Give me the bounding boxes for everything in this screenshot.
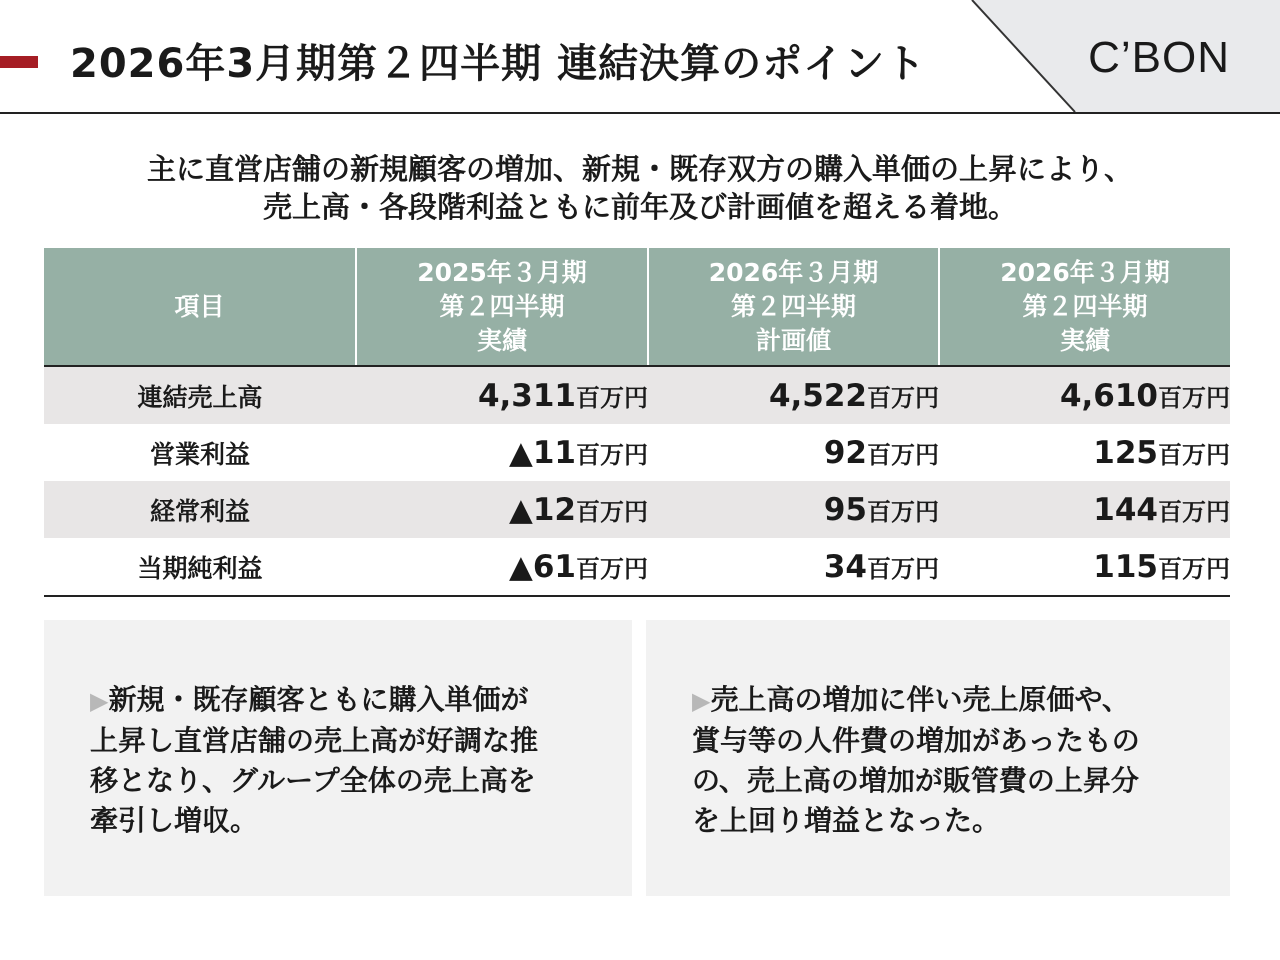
column-header-line: 第２四半期 [439, 291, 565, 321]
note-line [90, 680, 610, 721]
row-label: 営業利益 [149, 439, 250, 469]
value-unit: 百万円 [576, 554, 648, 583]
value-number: 4,522 [768, 377, 867, 414]
results-table [44, 248, 1230, 597]
value-cell [939, 481, 1230, 538]
table-row-ordinary-profit [44, 481, 1230, 538]
value-cell [939, 538, 1230, 596]
value-cell [356, 481, 648, 538]
note-line [692, 680, 1212, 721]
value-unit: 百万円 [1158, 440, 1230, 469]
row-label: 連結売上高 [44, 366, 356, 424]
note-box-profit [646, 620, 1230, 896]
note-line-text: 売上高の増加に伴い売上原価や、 [710, 683, 1130, 716]
table-header-row [44, 248, 1230, 366]
value-number: 34 [823, 548, 867, 585]
triangle-right-icon: ▶ [692, 687, 711, 715]
note-line: の、売上高の増加が販管費の上昇分 [692, 764, 1139, 797]
value-unit: 百万円 [576, 383, 648, 412]
value-number: 92 [823, 434, 867, 471]
value-number: 144 [1093, 491, 1158, 528]
value-cell [939, 424, 1230, 481]
value-cell [356, 538, 648, 596]
column-header-line: 第２四半期 [1022, 291, 1148, 321]
column-header-item [44, 248, 356, 366]
note-text [692, 680, 1212, 841]
note-text [90, 680, 610, 841]
column-header-line: 実績 [1059, 325, 1110, 355]
column-header-line: 2025年３月期 [417, 257, 587, 287]
value-number: ▲11 [509, 434, 576, 471]
column-header-fy2025-q2-actual [356, 248, 648, 366]
value-unit: 百万円 [1158, 497, 1230, 526]
note-line-text: 新規・既存顧客ともに購入単価が [108, 683, 529, 716]
row-label: 経常利益 [44, 481, 356, 538]
note-line: を上回り増益となった。 [692, 804, 1001, 837]
value-unit: 百万円 [867, 554, 939, 583]
note-line: 賞与等の人件費の増加があったもの [692, 724, 1140, 757]
lead-line-2: 売上高・各段階利益ともに前年及び計画値を超える着地。 [262, 190, 1017, 224]
value-number: 4,610 [1059, 377, 1158, 414]
column-header-line: 実績 [476, 325, 527, 355]
value-number: ▲12 [509, 491, 576, 528]
value-unit: 百万円 [576, 497, 648, 526]
row-label: 当期純利益 [44, 538, 356, 596]
value-cell [648, 538, 939, 596]
note-line: 上昇し直営店舗の売上高が好調な推 [90, 724, 539, 757]
value-unit: 百万円 [867, 440, 939, 469]
note-box-sales [44, 620, 632, 896]
lead-line-1: 主に直営店舗の新規顧客の増加、新規・既存双方の購入単価の上昇により、 [146, 152, 1133, 186]
value-unit: 百万円 [576, 440, 648, 469]
column-header-fy2026-q2-actual [939, 248, 1230, 366]
column-header-fy2026-q2-plan [648, 248, 939, 366]
value-number: 115 [1093, 548, 1158, 585]
value-number: 4,311 [477, 377, 576, 414]
value-cell [356, 424, 648, 481]
triangle-right-icon: ▶ [90, 687, 109, 715]
company-logo: C’BON [1088, 33, 1230, 82]
value-cell [648, 424, 939, 481]
table-row-net-income [44, 538, 1230, 596]
value-cell [939, 366, 1230, 424]
column-header-line: 2026年３月期 [708, 257, 879, 287]
column-header-line: 第２四半期 [730, 291, 856, 321]
lead-summary [0, 150, 1280, 226]
value-cell [648, 366, 939, 424]
page-title: 2026年3月期第２四半期 連結決算のポイント [70, 41, 927, 87]
value-number: ▲61 [509, 548, 576, 585]
table-row-operating-profit [44, 424, 1230, 481]
value-number: 95 [823, 491, 867, 528]
value-unit: 百万円 [867, 383, 939, 412]
value-cell [356, 366, 648, 424]
value-unit: 百万円 [1158, 554, 1230, 583]
header-divider [0, 112, 1280, 114]
value-unit: 百万円 [867, 497, 939, 526]
value-unit: 百万円 [1158, 383, 1230, 412]
note-line: 牽引し増収。 [90, 804, 259, 837]
column-header-line: 項目 [174, 291, 225, 321]
accent-bar [0, 56, 38, 68]
note-line: 移となり、グループ全体の売上高を [90, 764, 536, 797]
value-number: 125 [1093, 434, 1158, 471]
value-cell [648, 481, 939, 538]
column-header-line: 計画値 [755, 325, 831, 355]
table-row-net-sales [44, 366, 1230, 424]
column-header-line: 2026年３月期 [1000, 257, 1170, 287]
